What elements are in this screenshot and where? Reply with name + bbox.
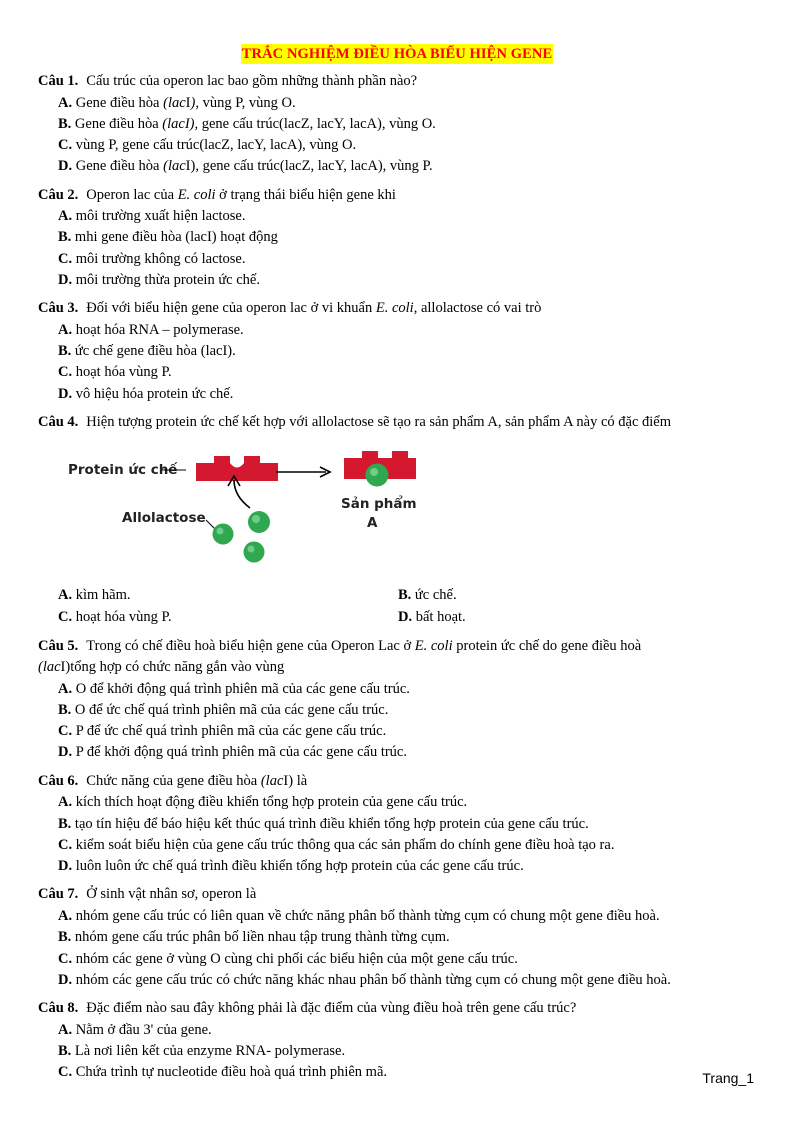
option-b[interactable]: B. nhóm gene cấu trúc phân bố liền nhau tập trung thành từng cụm. [58,929,450,946]
question-list [38,71,758,1091]
option-c[interactable]: C. vùng P, gene cấu trúc(lacZ, lacY, lacA), vùng O. [58,137,357,154]
repressor-protein [196,456,278,481]
page-title: TRẮC NGHIỆM ĐIỀU HÒA BIỂU HIỆN GENE [241,46,553,62]
question-8: Câu 8. Đặc điểm nào sau đây không phải là đặc điểm của vùng điều hoà trên gene cấu trúc? A. Nằm ở đầu 3' của gene. B. Là nơi liên kết của enzyme RNA- polymerase. C. Chứa trình tự nucleotide điều hoà quá trình phiên mã. [38,998,758,1083]
question-4: Câu 4. Hiện tượng protein ức chế kết hợp với allolactose sẽ tạo ra sản phẩm A, sản phẩm A này có đặc điểm Protein ức chế Allolactose Sản phẩm A A. kìm hãm. B. ức chế. C. hoạt hóa vùng P. D. bất hoạt. [38,412,758,629]
option-d[interactable]: D. môi trường thừa protein ức chế. [58,272,260,289]
question-number: Câu 1. [38,73,79,89]
option-a[interactable]: A. Nằm ở đầu 3' của gene. [58,1021,212,1038]
option-a[interactable]: A. Gene điều hòa (lacI), vùng P, vùng O. [58,94,296,111]
question-number: Câu 8. [38,1000,79,1017]
option-c[interactable]: C. nhóm các gene ở vùng O cùng chi phối các biểu hiện của một gene cấu trúc. [58,950,518,967]
allolactose-molecule [213,523,234,544]
allolactose-molecule [244,541,265,562]
option-a[interactable]: A. hoạt hóa RNA – polymerase. [58,321,244,338]
title-wrap [0,44,794,64]
option-a[interactable]: A. nhóm gene cấu trúc có liên quan về chức năng phân bố thành từng cụm có chung một gene điều hoà. [58,907,660,924]
option-d[interactable]: D. luôn luôn ức chế quá trình điều khiển tổng hợp protein của các gene cấu trúc. [58,858,524,875]
question-5: Câu 5. Trong có chế điều hoà biểu hiện gene của Operon Lac ở E. coli protein ức chế do gene điều hoà (lacI)tổng hợp có chức năng gắn vào vùng A. O để khởi động quá trình phiên mã của các gene cấu trúc. B. O để ức chế quá trình phiên mã của các gene cấu trúc. C. P để ức chế quá trình phiên mã của các gene cấu trúc. D. P để khởi động quá trình phiên mã của các gene cấu trúc. [38,636,758,764]
question-number: Câu 4. [38,414,79,431]
question-7: Câu 7. Ở sinh vật nhân sơ, operon là A. nhóm gene cấu trúc có liên quan về chức năng phân bố thành từng cụm có chung một gene điều hoà. B. nhóm gene cấu trúc phân bố liền nhau tập trung thành từng cụm. C. nhóm các gene ở vùng O cùng chi phối các biểu hiện của một gene cấu trúc. D. nhóm các gene cấu trúc có chức năng khác nhau phân bố thành từng cụm có chung một gene điều hoà. [38,884,758,991]
product-label-2: A [367,514,378,531]
question-number: Câu 2. [38,186,79,203]
option-d[interactable]: D. Gene điều hòa (lacI), gene cấu trúc(lacZ, lacY, lacA), vùng P. [58,158,433,175]
option-a[interactable]: A. kìm hãm. [58,586,131,603]
repressor-diagram [38,436,458,584]
option-b[interactable]: B. mhi gene điều hòa (lacI) hoạt động [58,229,278,246]
option-b[interactable]: B. Là nơi liên kết của enzyme RNA- polymerase. [58,1042,346,1059]
page-footer: Trang_1 [702,1070,754,1086]
question-6: Câu 6. Chức năng của gene điều hòa (lacI) là A. kích thích hoạt động điều khiển tổng hợp protein của gene cấu trúc. B. tạo tín hiệu để báo hiệu kết thúc quá trình điều khiển tổng hợp protein của gene cấu trúc. C. kiểm soát biểu hiện của gene cấu trúc thông qua các sản phẩm do chính gene điều hoà tạo ra. D. luôn luôn ức chế quá trình điều khiển tổng hợp protein của các gene cấu trúc. [38,771,758,878]
option-b[interactable]: B. Gene điều hòa (lacI), gene cấu trúc(lacZ, lacY, lacA), vùng O. [58,115,436,132]
question-3: Câu 3. Đối với biểu hiện gene của operon lac ở vi khuẩn E. coli, allolactose có vai trò A. hoạt hóa RNA – polymerase. B. ức chế gene điều hòa (lacI). C. hoạt hóa vùng P. D. vô hiệu hóa protein ức chế. [38,298,758,405]
option-c[interactable]: C. kiểm soát biểu hiện của gene cấu trúc thông qua các sản phẩm do chính gene điều hoà tạo ra. [58,836,615,853]
option-a[interactable]: A. môi trường xuất hiện lactose. [58,208,246,225]
option-c[interactable]: C. hoạt hóa vùng P. [58,364,172,381]
binding-arrow [234,480,250,508]
question-number: Câu 7. [38,886,79,903]
allolactose-label: Allolactose [122,509,206,526]
bound-allolactose [366,463,389,486]
option-d[interactable]: D. vô hiệu hóa protein ức chế. [58,385,234,402]
option-c[interactable]: C. P để ức chế quá trình phiên mã của các gene cấu trúc. [58,723,387,740]
option-b[interactable]: B. O để ức chế quá trình phiên mã của các gene cấu trúc. [58,701,389,718]
option-a[interactable]: A. kích thích hoạt động điều khiển tổng hợp protein của gene cấu trúc. [58,794,468,811]
option-b[interactable]: B. tạo tín hiệu để báo hiệu kết thúc quá trình điều khiển tổng hợp protein của gene cấu trúc. [58,815,589,832]
option-d[interactable]: D. nhóm các gene cấu trúc có chức năng khác nhau phân bố thành từng cụm có chung một gene điều hoà. [58,971,671,988]
question-text: Cấu trúc của operon lac bao gồm những thành phần nào? [86,73,418,89]
question-2: Câu 2. Operon lac của E. coli ở trạng thái biểu hiện gene khi A. môi trường xuất hiện lactose. B. mhi gene điều hòa (lacI) hoạt động C. môi trường không có lactose. D. môi trường thừa protein ức chế. [38,185,758,292]
option-a[interactable]: A. O để khởi động quá trình phiên mã của các gene cấu trúc. [58,680,410,697]
option-d[interactable]: D. bất hoạt. [398,609,466,626]
question-number: Câu 5. [38,637,79,654]
allolactose-molecule [248,511,270,533]
product-label-1: Sản phẩm [341,495,417,512]
question-1 [38,71,758,178]
protein-label: Protein ức chế [68,461,178,478]
option-d[interactable]: D. P để khởi động quá trình phiên mã của các gene cấu trúc. [58,744,407,761]
option-c[interactable]: C. môi trường không có lactose. [58,250,246,267]
option-c[interactable]: C. hoạt hóa vùng P. [58,609,172,626]
option-b[interactable]: B. ức chế. [398,586,457,603]
option-b[interactable]: B. ức chế gene điều hòa (lacI). [58,343,236,360]
question-number: Câu 6. [38,772,79,789]
question-number: Câu 3. [38,300,79,317]
option-c[interactable]: C. Chứa trình tự nucleotide điều hoà quá trình phiên mã. [58,1064,388,1081]
repressor-figure [38,436,758,584]
